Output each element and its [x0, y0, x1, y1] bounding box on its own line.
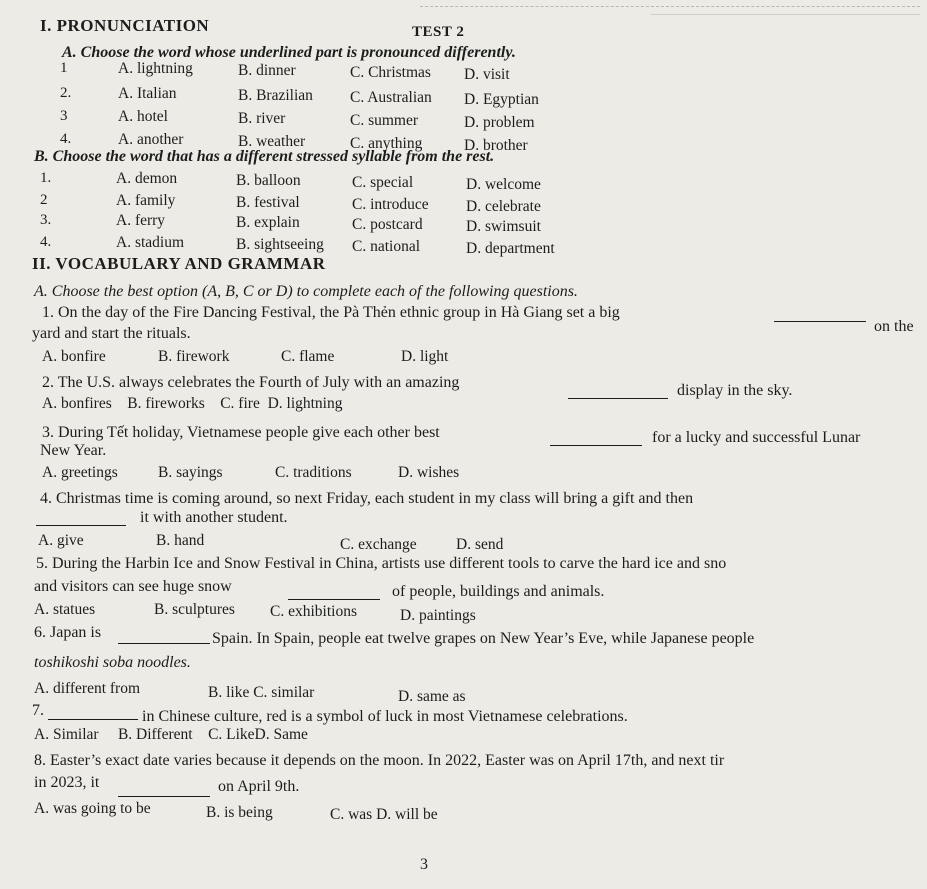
- option-a[interactable]: A. bonfire: [42, 348, 106, 365]
- question-2-text-after: display in the sky.: [677, 382, 793, 399]
- option-c[interactable]: C. national: [352, 238, 421, 255]
- option-a[interactable]: A. another: [118, 131, 184, 148]
- option-b[interactable]: B. balloon: [236, 172, 301, 189]
- question-2-text: 2. The U.S. always celebrates the Fourth of July with an amazing: [42, 374, 460, 391]
- question-1-text: 1. On the day of the Fire Dancing Festival, the Pà Thẻn ethnic group in Hà Giang set a big: [42, 304, 620, 321]
- option-d[interactable]: D. send: [456, 536, 504, 553]
- question-1-blank[interactable]: [774, 320, 866, 322]
- option-b[interactable]: B. firework: [158, 348, 230, 365]
- option-c[interactable]: C. anything: [350, 135, 423, 152]
- option-c[interactable]: C. summer: [350, 112, 419, 129]
- question-8-text: 8. Easter’s exact date varies because it depends on the moon. In 2022, Easter was on April 17th, and next tir: [34, 752, 725, 769]
- question-2-blank[interactable]: [568, 397, 668, 399]
- option-c[interactable]: C. postcard: [352, 216, 423, 233]
- question-7-blank[interactable]: [48, 718, 138, 720]
- option-c[interactable]: C. introduce: [352, 196, 429, 213]
- question-4-text: 4. Christmas time is coming around, so next Friday, each student in my class will bring a gift and then: [40, 490, 694, 507]
- option-b[interactable]: B. Brazilian: [238, 87, 313, 104]
- option-b[interactable]: B. river: [238, 110, 286, 127]
- option-d[interactable]: D. light: [401, 348, 449, 365]
- option-d[interactable]: D. Egyptian: [464, 91, 539, 108]
- option-b[interactable]: B. sculptures: [154, 601, 235, 618]
- part-b-instruction: B. Choose the word that has a different stressed syllable from the rest.: [34, 148, 495, 165]
- vocab-instruction: A. Choose the best option (A, B, C or D) to complete each of the following questions.: [34, 283, 578, 300]
- page-number: 3: [420, 856, 428, 873]
- option-a[interactable]: A. family: [116, 192, 176, 209]
- option-a[interactable]: A. demon: [116, 170, 178, 187]
- option-c[interactable]: C. traditions: [275, 464, 352, 481]
- part-a-instruction: A. Choose the word whose underlined part is pronounced differently.: [62, 44, 516, 61]
- question-7-text: in Chinese culture, red is a symbol of luck in most Vietnamese celebrations.: [142, 708, 628, 725]
- option-c[interactable]: C. exhibitions: [270, 603, 357, 620]
- option-c[interactable]: C. exchange: [340, 536, 417, 553]
- option-a[interactable]: A. stadium: [116, 234, 185, 251]
- option-a[interactable]: A. greetings: [42, 464, 118, 481]
- option-d[interactable]: D. paintings: [400, 607, 476, 624]
- option-c-d[interactable]: C. was D. will be: [330, 806, 438, 823]
- option-a[interactable]: A. different from: [34, 680, 141, 697]
- option-d[interactable]: D. welcome: [466, 176, 541, 193]
- question-5-text: 5. During the Harbin Ice and Snow Festival in China, artists use different tools to carve the hard ice and sno: [36, 555, 727, 572]
- option-b[interactable]: B. sayings: [158, 464, 223, 481]
- option-d[interactable]: D. swimsuit: [466, 218, 541, 235]
- question-number: 2: [40, 192, 48, 208]
- question-3-blank[interactable]: [550, 444, 642, 446]
- question-5-text-line2a: and visitors can see huge snow: [34, 578, 232, 595]
- question-number: 1.: [40, 170, 52, 186]
- option-b[interactable]: B. is being: [206, 804, 273, 821]
- section-title-pronunciation: I. PRONUNCIATION: [40, 16, 210, 35]
- option-a[interactable]: A. statues: [34, 601, 96, 618]
- question-4-text-line2: it with another student.: [140, 509, 288, 526]
- option-c[interactable]: C. special: [352, 174, 414, 191]
- option-a[interactable]: A. lightning: [118, 60, 193, 77]
- option-b[interactable]: B. festival: [236, 194, 300, 211]
- option-a[interactable]: A. ferry: [116, 212, 166, 229]
- option-c[interactable]: C. Christmas: [350, 64, 431, 81]
- question-number: 4.: [40, 234, 52, 250]
- option-c[interactable]: C. Australian: [350, 89, 432, 106]
- option-d[interactable]: D. celebrate: [466, 198, 541, 215]
- option-b[interactable]: B. hand: [156, 532, 205, 549]
- question-8-blank[interactable]: [118, 795, 210, 797]
- option-b[interactable]: B. sightseeing: [236, 236, 324, 253]
- option-d[interactable]: D. brother: [464, 137, 528, 154]
- option-b[interactable]: B. explain: [236, 214, 300, 231]
- option-b[interactable]: B. weather: [238, 133, 306, 150]
- question-5-text-line2b: of people, buildings and animals.: [392, 583, 605, 600]
- option-d[interactable]: D. visit: [464, 66, 510, 83]
- question-2-options[interactable]: A. bonfires B. fireworks C. fire D. lightning: [42, 395, 343, 412]
- question-3-text-after: for a lucky and successful Lunar: [652, 429, 861, 446]
- option-c[interactable]: C. flame: [281, 348, 335, 365]
- question-1-text-line2: yard and start the rituals.: [32, 325, 191, 342]
- question-4-blank[interactable]: [36, 524, 126, 526]
- page-top-border: [650, 14, 920, 15]
- page-top-border: [420, 6, 920, 7]
- question-6-text: 6. Japan is: [34, 624, 102, 641]
- option-b[interactable]: B. dinner: [238, 62, 296, 79]
- question-number: 3: [60, 108, 68, 124]
- question-1-text-after: on the: [874, 318, 914, 335]
- question-7-options[interactable]: A. Similar B. Different C. LikeD. Same: [34, 726, 308, 743]
- question-number: 4.: [60, 131, 72, 147]
- question-6-text-line2: toshikoshi soba noodles.: [34, 654, 191, 671]
- option-a[interactable]: A. hotel: [118, 108, 168, 125]
- section-title-vocabulary: II. VOCABULARY AND GRAMMAR: [32, 254, 326, 273]
- question-8-text-line2b: on April 9th.: [218, 778, 300, 795]
- question-number: 1: [60, 60, 68, 76]
- option-d[interactable]: D. wishes: [398, 464, 460, 481]
- question-3-text-line2: New Year.: [40, 442, 107, 459]
- option-a[interactable]: A. give: [38, 532, 84, 549]
- question-7-number: 7.: [32, 702, 44, 719]
- option-d[interactable]: D. department: [466, 240, 555, 257]
- option-d[interactable]: D. same as: [398, 688, 466, 705]
- option-d[interactable]: D. problem: [464, 114, 535, 131]
- option-a[interactable]: A. was going to be: [34, 800, 151, 817]
- question-8-text-line2a: in 2023, it: [34, 774, 100, 791]
- option-b-c[interactable]: B. like C. similar: [208, 684, 315, 701]
- question-6-text-after: Spain. In Spain, people eat twelve grapes on New Year’s Eve, while Japanese people: [212, 630, 755, 647]
- question-number: 3.: [40, 212, 52, 228]
- test-title: TEST 2: [412, 24, 465, 40]
- option-a[interactable]: A. Italian: [118, 85, 177, 102]
- question-3-text: 3. During Tết holiday, Vietnamese people give each other best: [42, 424, 440, 441]
- question-5-blank[interactable]: [288, 598, 380, 600]
- question-6-blank[interactable]: [118, 642, 210, 644]
- question-number: 2.: [60, 85, 72, 101]
